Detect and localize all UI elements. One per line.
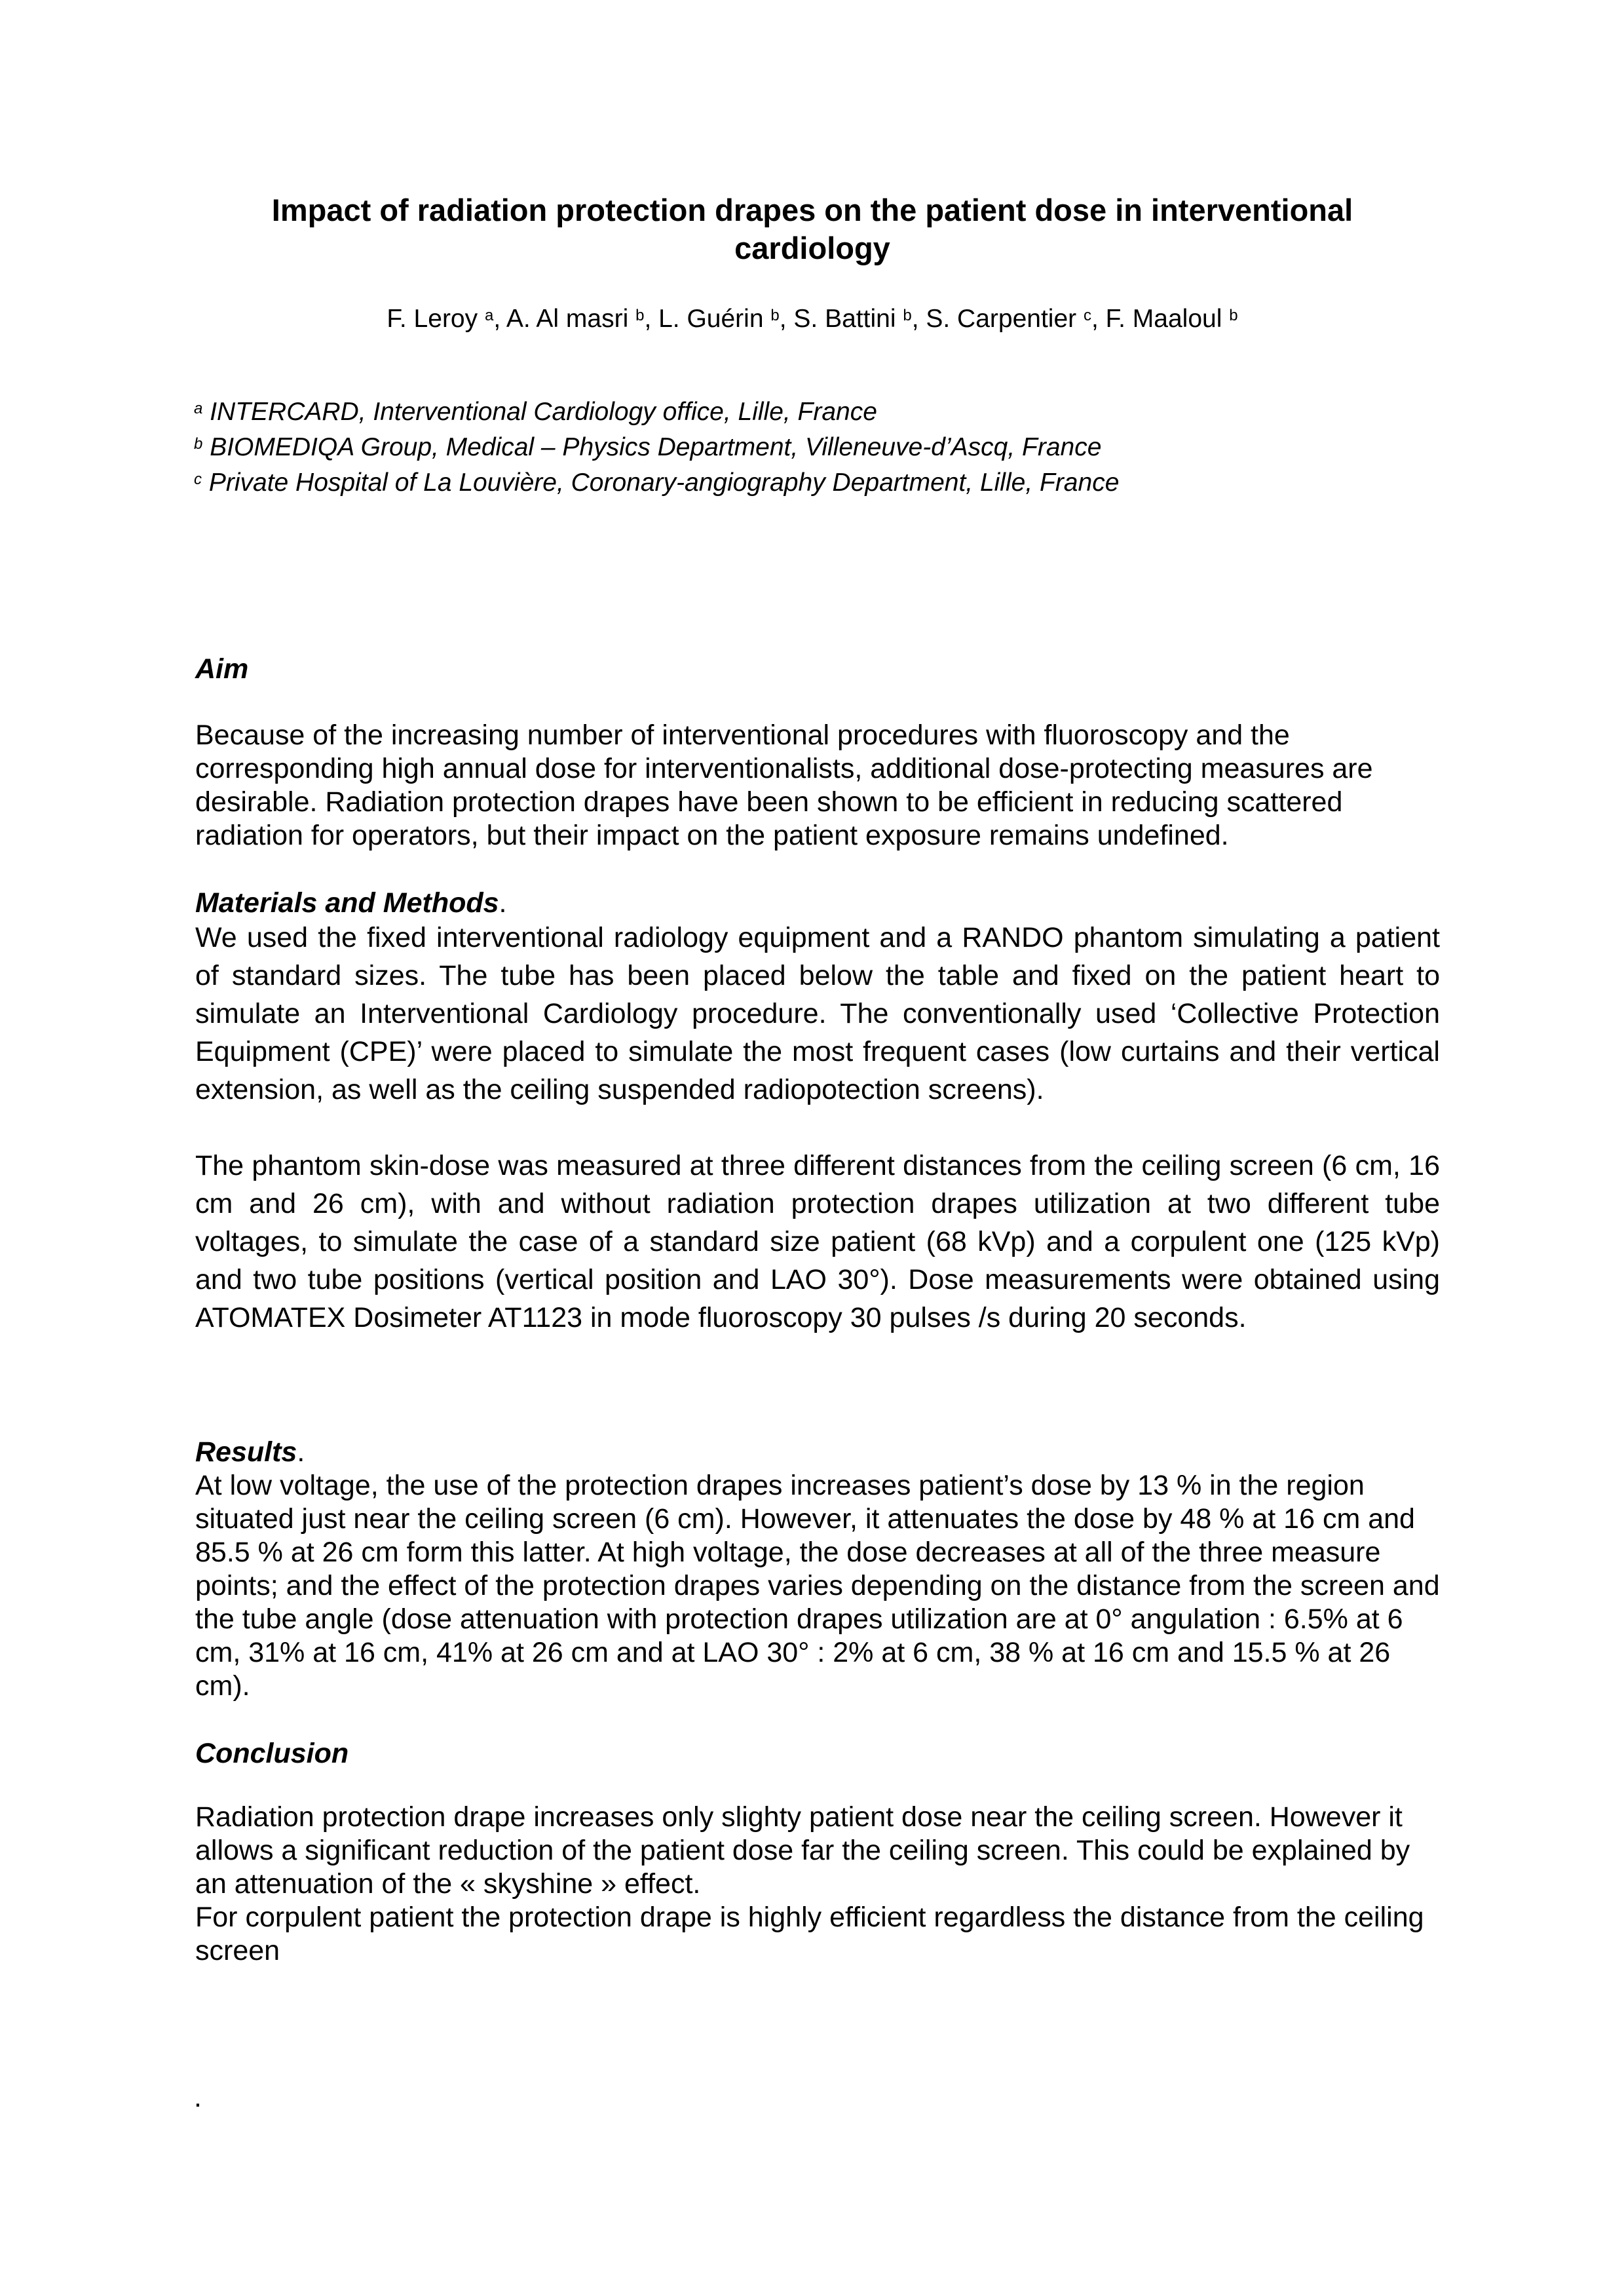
affiliation-c: $^c$ Private Hospital of La Louvière, Coronary-angiography Department, Lille, France — [194, 469, 1120, 497]
author: S. Battini $^b$, — [793, 305, 926, 333]
affiliation-b: $^b$ BIOMEDIQA Group, Medical – Physics Department, Villeneuve-d’Ascq, France — [194, 433, 1102, 461]
results-paragraph: At low voltage, the use of the protection drapes increases patient’s dose by 13 % in the region situated just near the ceiling screen (6 cm). However, it attenuates the dose by 48 % at 16 cm and 85.5 % at 26 cm form this latter. At high voltage, the dose decreases at all of the three measure points; and the effect of the protection drapes varies depending on the distance from the screen and the tube angle (dose attenuation with protection drapes utilization are at 0° angulation : 6.5% at 6 cm, 31% at 16 cm, 41% at 26 cm and at LAO 30° : 2% at 6 cm, 38 % at 16 cm and 15.5 % at 26 cm). — [195, 1470, 1440, 1702]
paper-title: Impact of radiation protection drapes on the patient dose in interventional cardiology — [271, 193, 1353, 265]
section-heading-results: Results. — [195, 1436, 305, 1468]
author: F. Leroy $^a$, — [387, 305, 506, 333]
section-heading-methods: Materials and Methods. — [195, 887, 507, 919]
author: S. Carpentier $^c$, — [926, 305, 1106, 333]
author: A. Al masri $^b$, — [506, 305, 659, 333]
methods-paragraph-2: The phantom skin-dose was measured at three different distances from the ceiling screen (6 cm, 16 cm and 26 cm), with and without radiation protection drapes utilization at two different tube voltages, to simulate the case of a standard size patient (68 kVp) and a corpulent one (125 kVp) and two tube positions (vertical position and LAO 30°). Dose measurements were obtained using ATOMATEX Dosimeter AT1123 in mode fluoroscopy 30 pulses /s during 20 seconds. — [195, 1150, 1440, 1333]
conclusion-paragraph-2: For corpulent patient the protection drape is highly efficient regardless the distance from the ceiling screen — [195, 1902, 1424, 1966]
conclusion-paragraph-1: Radiation protection drape increases only slighty patient dose near the ceiling screen. However it allows a significant reduction of the patient dose far the ceiling screen. This could be explained by an attenuation of the « skyshine » effect. — [195, 1801, 1410, 1900]
section-heading-aim: Aim — [195, 653, 249, 685]
author-list — [197, 303, 1428, 335]
aim-paragraph: Because of the increasing number of interventional procedures with fluoroscopy and the corresponding high annual dose for interventionalists, additional dose-protecting measures are desirable. Radiation protection drapes have been shown to be efficient in reducing scattered radiation for operators, but their impact on the patient exposure remains undefined. — [195, 719, 1373, 851]
author: L. Guérin $^b$, — [658, 305, 794, 333]
author: F. Maaloul $^b$ — [1105, 305, 1238, 333]
affiliation-a: $^a$ INTERCARD, Interventional Cardiology office, Lille, France — [194, 398, 877, 426]
section-heading-conclusion: Conclusion — [195, 1738, 349, 1769]
trailing-mark: . — [194, 2082, 202, 2113]
methods-paragraph-1: We used the fixed interventional radiology equipment and a RANDO phantom simulating a patient of standard sizes. The tube has been placed below the table and fixed on the patient heart to simulate an Interventional Cardiology procedure. The conventionally used ‘Collective Protection Equipment (CPE)’ were placed to simulate the most frequent cases (low curtains and their vertical extension, as well as the ceiling suspended radiopotection screens). — [195, 922, 1440, 1105]
